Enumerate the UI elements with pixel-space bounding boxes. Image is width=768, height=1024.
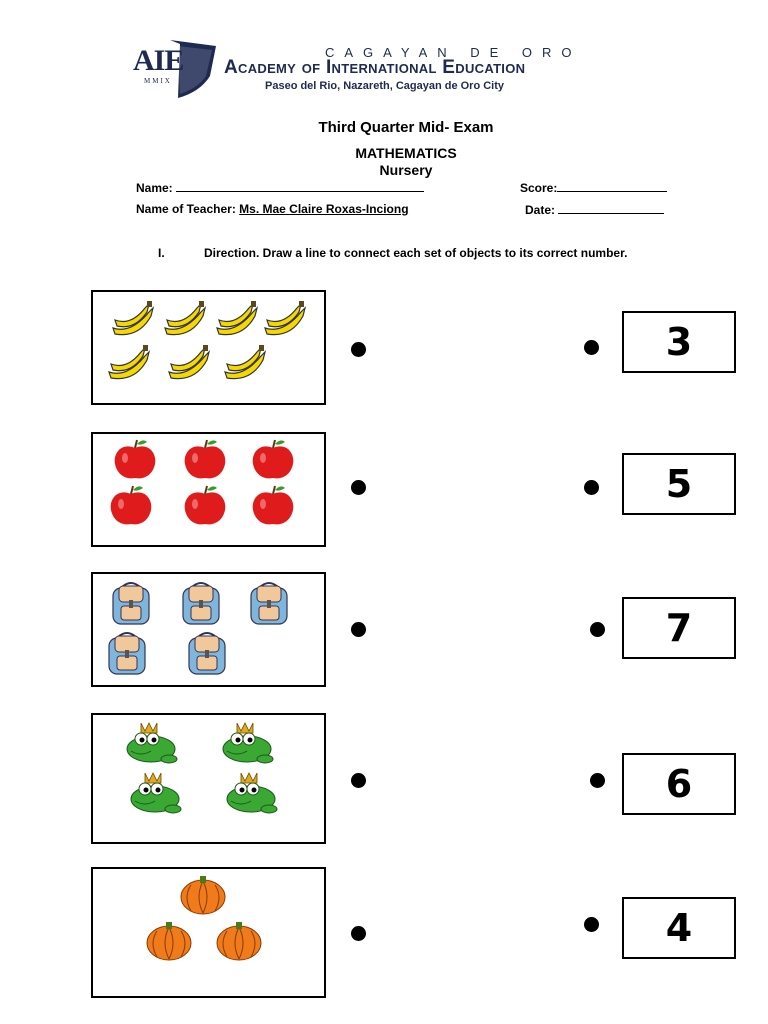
apple-group: [93, 434, 324, 545]
backpack-icon: [183, 583, 219, 624]
backpack-icon: [189, 633, 225, 674]
number-box-3: 7: [622, 597, 736, 659]
name-label: Name:: [136, 181, 173, 195]
frog-prince-icon: [131, 773, 181, 813]
name-field[interactable]: [136, 180, 424, 195]
apple-icon: [185, 486, 226, 524]
right-dot-3[interactable]: [590, 622, 605, 637]
apple-icon: [111, 486, 152, 524]
item-box-frogs: [91, 713, 326, 844]
backpack-group: [93, 574, 324, 685]
item-box-backpacks: [91, 572, 326, 687]
pumpkin-group: [93, 869, 324, 996]
apple-icon: [185, 440, 226, 478]
number-box-2: 5: [622, 453, 736, 515]
school-address: Paseo del Rio, Nazareth, Cagayan de Oro City: [265, 80, 505, 92]
banana-icon: [225, 345, 265, 379]
right-dot-1[interactable]: [584, 340, 599, 355]
teacher-label: Name of Teacher:: [136, 202, 236, 216]
left-dot-5[interactable]: [351, 926, 366, 941]
apple-icon: [253, 440, 294, 478]
logo-text: AIE: [133, 44, 184, 77]
number-box-1: 3: [622, 311, 736, 373]
date-field[interactable]: [525, 202, 664, 217]
item-box-apples: [91, 432, 326, 547]
apple-icon: [115, 440, 156, 478]
frog-prince-icon: [223, 723, 273, 763]
left-dot-1[interactable]: [351, 342, 366, 357]
backpack-icon: [113, 583, 149, 624]
banana-icon: [165, 301, 205, 335]
banana-icon: [109, 345, 149, 379]
banana-group: [93, 292, 324, 403]
pumpkin-icon: [217, 922, 261, 960]
direction-number: I.: [158, 246, 165, 260]
banana-icon: [113, 301, 153, 335]
frog-prince-icon: [227, 773, 277, 813]
teacher-field: [136, 202, 409, 216]
right-dot-4[interactable]: [590, 773, 605, 788]
frog-prince-icon: [127, 723, 177, 763]
apple-icon: [253, 486, 294, 524]
left-dot-2[interactable]: [351, 480, 366, 495]
teacher-name: Ms. Mae Claire Roxas-Inciong: [239, 202, 409, 216]
exam-subject: MATHEMATICS: [355, 145, 457, 161]
score-field[interactable]: [520, 180, 667, 195]
date-blank[interactable]: [558, 202, 664, 214]
frog-group: [93, 715, 324, 842]
direction-text: Direction. Draw a line to connect each set of objects to its correct number.: [204, 246, 628, 260]
left-dot-3[interactable]: [351, 622, 366, 637]
right-dot-5[interactable]: [584, 917, 599, 932]
banana-icon: [265, 301, 305, 335]
pumpkin-icon: [147, 922, 191, 960]
banana-icon: [217, 301, 257, 335]
left-dot-4[interactable]: [351, 773, 366, 788]
logo-roman: MMIX: [144, 77, 172, 85]
item-box-pumpkins: [91, 867, 326, 998]
number-box-4: 6: [622, 753, 736, 815]
name-blank[interactable]: [176, 180, 424, 192]
pumpkin-icon: [181, 876, 225, 914]
school-city: CAGAYAN DE ORO: [325, 45, 582, 60]
backpack-icon: [251, 583, 287, 624]
right-dot-2[interactable]: [584, 480, 599, 495]
score-blank[interactable]: [557, 180, 667, 192]
exam-level: Nursery: [379, 162, 433, 178]
item-box-bananas: [91, 290, 326, 405]
score-label: Score:: [520, 181, 558, 195]
backpack-icon: [109, 633, 145, 674]
exam-title: Third Quarter Mid- Exam: [318, 119, 494, 136]
banana-icon: [169, 345, 209, 379]
number-box-5: 4: [622, 897, 736, 959]
school-name: Academy of International Education: [224, 57, 526, 78]
date-label: Date:: [525, 203, 556, 217]
